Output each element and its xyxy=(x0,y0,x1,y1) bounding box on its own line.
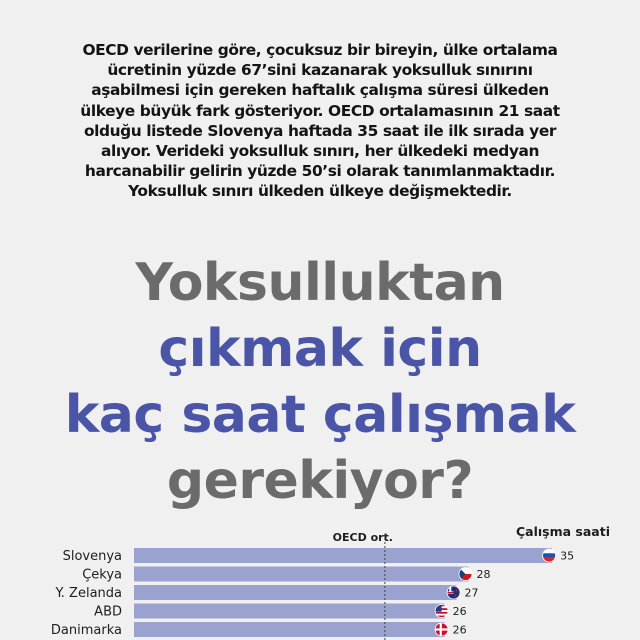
intro-text xyxy=(30,40,610,202)
category-label: Slovenya xyxy=(62,549,122,564)
headline-line-2: çıkmak için xyxy=(158,319,482,379)
headline-line-4: gerekiyor? xyxy=(166,451,474,511)
intro-line: ücretinin yüzde 67’sini kazanarak yoksulluk sınırını xyxy=(107,61,533,80)
bar-chart xyxy=(0,520,640,640)
new-zealand-flag-icon xyxy=(447,586,460,599)
category-label: Çekya xyxy=(82,567,122,583)
czechia-flag-icon xyxy=(459,568,472,581)
value-label: 26 xyxy=(452,605,467,618)
denmark-flag-icon xyxy=(435,623,448,636)
intro-line: aşabilmesi için gereken haftalık çalışma süresi ülkeden xyxy=(91,81,549,100)
value-label: 35 xyxy=(560,549,575,563)
headline xyxy=(0,250,640,514)
bar xyxy=(134,548,552,563)
headline-line-1: Yoksulluktan xyxy=(135,253,505,313)
intro-line: Yoksulluk sınırı ülkeden ülkeye değişmektedir. xyxy=(128,182,512,201)
intro-line: olduğu listede Slovenya haftada 35 saat ile ilk sırada yer xyxy=(83,121,557,140)
bar xyxy=(134,604,445,619)
value-label: 28 xyxy=(476,568,491,581)
intro-line: ülkeye büyük fark gösteriyor. OECD ortalamasının 21 saat xyxy=(80,101,560,120)
usa-flag-icon xyxy=(435,605,448,618)
intro-line: OECD verilerine göre, çocuksuz bir bireyin, ülke ortalama xyxy=(82,41,558,59)
bar xyxy=(134,585,457,600)
bar xyxy=(134,567,468,582)
headline-line-3: kaç saat çalışmak xyxy=(64,385,576,445)
value-header: Çalışma saati xyxy=(515,524,610,539)
category-label: Danimarka xyxy=(50,623,122,638)
intro-line: alıyor. Verideki yoksulluk sınırı, her ülkedeki medyan xyxy=(100,142,540,161)
reference-line-label: OECD ort. xyxy=(332,531,393,544)
category-label: ABD xyxy=(94,604,122,620)
category-label: Y. Zelanda xyxy=(55,586,122,601)
bars-group xyxy=(51,548,574,638)
slovenia-flag-icon xyxy=(543,549,556,562)
value-label: 26 xyxy=(452,623,467,637)
intro-line: harcanabilir gelirin yüzde 50’si olarak tanımlanmaktadır. xyxy=(84,162,556,181)
value-label: 27 xyxy=(464,586,479,600)
bar xyxy=(134,622,445,637)
